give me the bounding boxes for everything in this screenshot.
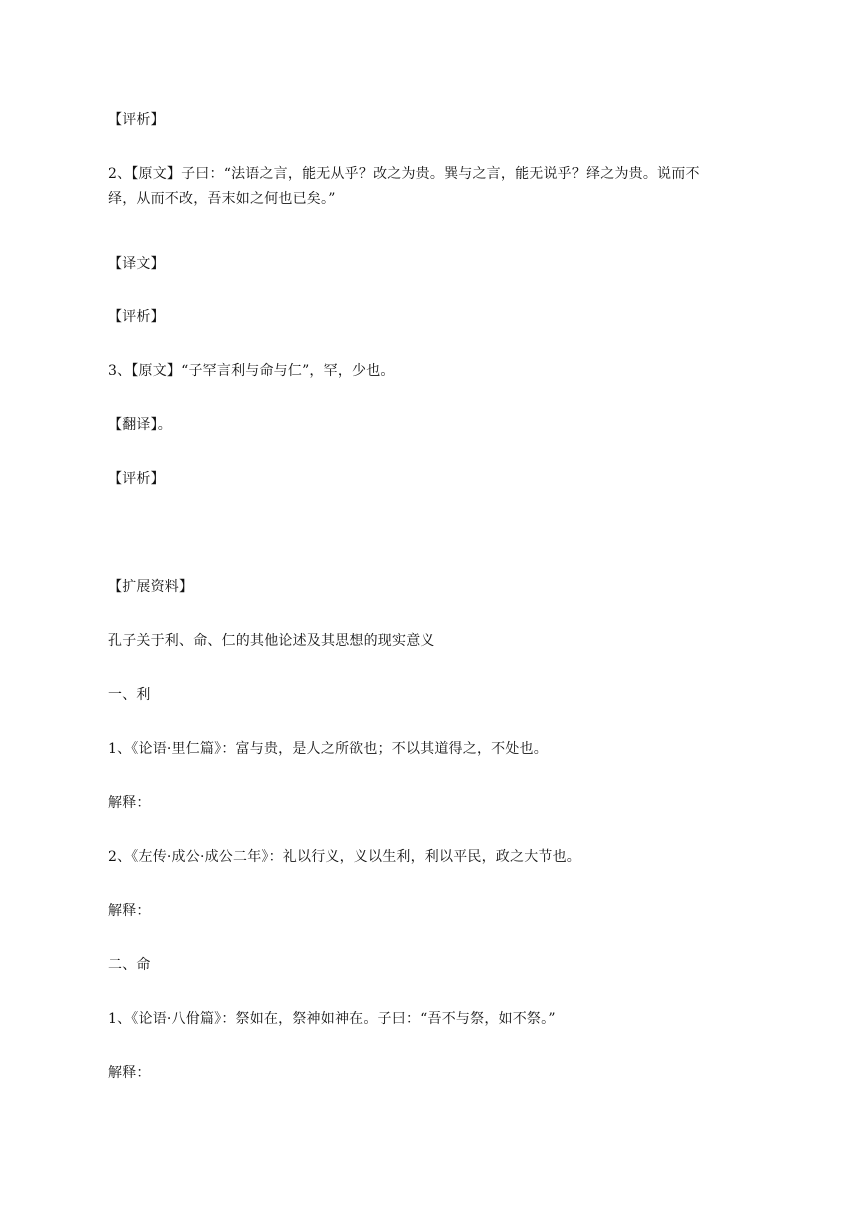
subsection-heading-profit: 一、利: [108, 687, 151, 703]
heading-commentary: 【评析】: [108, 112, 165, 128]
heading-commentary: 【评析】: [108, 471, 165, 487]
heading-translation: 【译文】: [108, 256, 165, 272]
quote-item: 1、《论语·里仁篇》：富与贵，是人之所欲也；不以其道得之，不处也。: [108, 741, 548, 757]
explanation-label: 解释：: [108, 795, 151, 811]
heading-extended-material: 【扩展资料】: [108, 579, 194, 595]
subsection-heading-fate: 二、命: [108, 957, 151, 973]
quote-item: 2、《左传·成公·成公二年》：礼以行义，义以生利，利以平民，政之大节也。: [108, 849, 582, 865]
original-text-2-line-1: 2、【原文】子曰：“法语之言，能无从乎？改之为贵。巽与之言，能无说乎？绎之为贵。说而不: [108, 166, 700, 182]
original-text-3: 3、【原文】“子罕言利与命与仁”，罕，少也。: [108, 363, 395, 379]
original-text-2-line-2: 绎，从而不改，吾末如之何也已矣。”: [108, 191, 336, 207]
quote-item: 1、《论语·八佾篇》：祭如在，祭神如神在。子曰：“吾不与祭，如不祭。”: [108, 1011, 556, 1027]
heading-translation: 【翻译】。: [108, 417, 172, 433]
section-title: 孔子关于利、命、仁的其他论述及其思想的现实意义: [108, 633, 435, 649]
explanation-label: 解释：: [108, 903, 151, 919]
explanation-label: 解释：: [108, 1065, 151, 1081]
heading-commentary: 【评析】: [108, 309, 165, 325]
